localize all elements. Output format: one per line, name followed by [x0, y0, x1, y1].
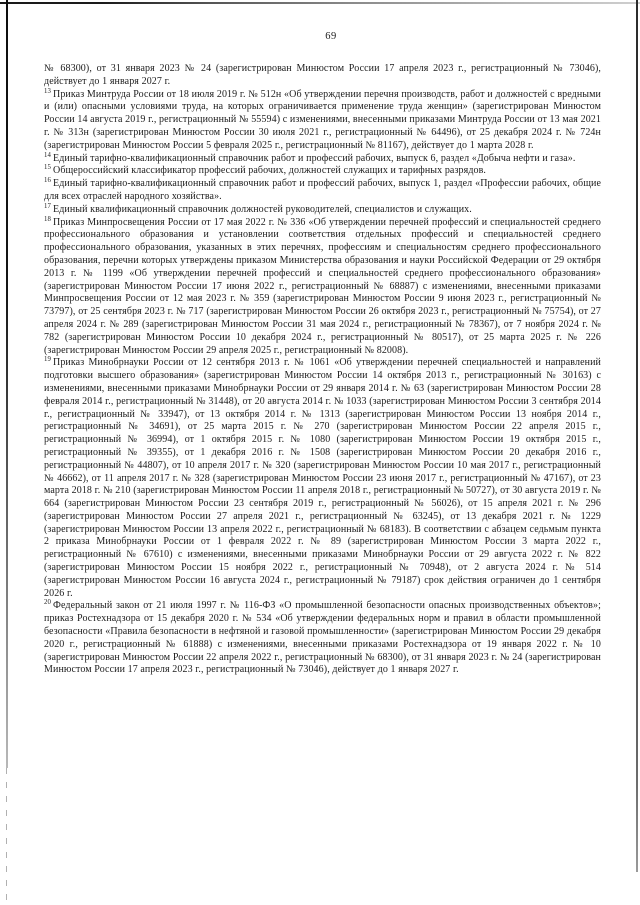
page-number: 69: [325, 31, 337, 42]
continued-paragraph: [44, 63, 601, 89]
footnote-text: Приказ Минтруда России от 18 июля 2019 г. № 512н «Об утверждении перечня производств, работ и должностей с вредными и (или) опасными условиями труда, на которых ограничивается применение труда женщин» (зарегистрирован Минюстом России 14 августа 2019 г., регистрационный № 55594) с изменениями, внесенными приказами Минтруда России от 13 мая 2021 г. № 313н (зарегистрирован Минюстом России 30 июля 2021 г., регистрационный № 64496), от 25 декабря 2024 г. № 724н (зарегистрирован Минюстом России 5 февраля 2025 г., регистрационный № 81167), действует до 1 марта 2028 г.: [44, 88, 601, 151]
footnote-marker: 13: [44, 87, 51, 95]
footnote-marker: 17: [44, 202, 51, 210]
footnote-paragraph: [44, 357, 601, 600]
footnote-text: Единый квалификационный справочник должностей руководителей, специалистов и служащих.: [53, 203, 472, 215]
footnote-text: Приказ Минпросвещения России от 17 мая 2022 г. № 336 «Об утверждении перечней профессий и специальностей среднего профессионального образования и установлении соответствия отдельных профессий и специальностей среднего профессионального образования, указанных в этих перечнях, профессиям и специальностям среднего профессионального образования, перечни которых утверждены приказом Министерства образования и науки Российской Федерации от 29 октября 2013 г. № 1199 «Об утверждении перечней профессий и специальностей среднего профессионального образования» (зарегистрирован Минюстом России 17 июня 2022 г., регистрационный № 68887) с изменениями, внесенными приказами Минпросвещения России от 12 мая 2023 г. № 359 (зарегистрирован Минюстом России 9 июня 2023 г., регистрационный № 73797), от 25 сентября 2023 г. № 717 (зарегистрирован Минюстом России 26 октября 2023 г., регистрационный № 75754), от 27 апреля 2024 г. № 289 (зарегистрирован Минюстом России 31 мая 2024 г., регистрационный № 78367), от 7 ноября 2024 г. № 782 (зарегистрирован Минюстом России 10 декабря 2024 г., регистрационный № 80517), от 25 марта 2025 г. № 226 (зарегистрирован Минюстом России 29 апреля 2025 г., регистрационный № 82008).: [44, 216, 601, 356]
footnote-marker: 15: [44, 164, 51, 172]
scan-edge-right: [636, 0, 638, 872]
footnote-paragraph: [44, 89, 601, 153]
scan-edge-left-tail: [6, 768, 7, 905]
footnote-text: Единый тарифно-квалификационный справочник работ и профессий рабочих, выпуск 6, раздел «Добыча нефти и газа».: [53, 152, 576, 164]
footnote-marker: 20: [44, 599, 51, 607]
footnote-paragraph: [44, 204, 601, 217]
footnote-paragraph: [44, 178, 601, 204]
footnotes-block: [44, 63, 601, 677]
footnote-text: Приказ Минобрнауки России от 12 сентября 2013 г. № 1061 «Об утверждении перечней специальностей и направлений подготовки высшего образования» (зарегистрирован Минюстом России 14 октября 2013 г., регистрационный № 30163) с изменениями, внесенными приказами Минобрнауки России от 29 января 2014 г. № 63 (зарегистрирован Минюстом России 28 февраля 2014 г., регистрационный № 31448), от 20 августа 2014 г. № 1033 (зарегистрирован Минюстом России 3 сентября 2014 г., регистрационный № 33947), от 13 октября 2014 г. № 1313 (зарегистрирован Минюстом России 13 ноября 2014 г., регистрационный № 34691), от 25 марта 2015 г. № 270 (зарегистрирован Минюстом России 22 апреля 2015 г., регистрационный № 36994), от 1 октября 2015 г. № 1080 (зарегистрирован Минюстом России 19 октября 2015 г., регистрационный № 39355), от 1 декабря 2016 г. № 1508 (зарегистрирован Минюстом России 20 декабря 2016 г., регистрационный № 44807), от 10 апреля 2017 г. № 320 (зарегистрирован Минюстом России 10 мая 2017 г., регистрационный № 46662), от 11 апреля 2017 г. № 328 (зарегистрирован Минюстом России 23 июня 2017 г., регистрационный № 47167), от 23 марта 2018 г. № 210 (зарегистрирован Минюстом России 11 апреля 2018 г., регистрационный № 50727), от 30 августа 2019 г. № 664 (зарегистрирован Минюстом России 23 сентября 2019 г., регистрационный № 56026), от 15 апреля 2021 г. № 296 (зарегистрирован Минюстом России 27 апреля 2021 г., регистрационный № 63245), от 13 декабря 2021 г. № 1229 (зарегистрирован Минюстом России 13 апреля 2022 г., регистрационный № 68183). В соответствии с абзацем седьмым пункта 2 приказа Минобрнауки России от 1 февраля 2022 г. № 89 (зарегистрирован Минюстом России 3 марта 2022 г., регистрационный № 67610) с изменениями, внесенными приказами Минобрнауки России от 29 августа 2022 г. № 822 (зарегистрирован Минюстом России 15 ноября 2022 г., регистрационный № 70948), от 2 августа 2024 г. № 514 (зарегистрирован Минюстом России 16 августа 2024 г., регистрационный № 79187) срок действия ограничен до 1 сентября 2026 г.: [44, 357, 601, 599]
footnote-text: Федеральный закон от 21 июля 1997 г. № 116-ФЗ «О промышленной безопасности опасных производственных объектов»; приказ Ростехнадзора от 15 декабря 2020 г. № 534 «Об утверждении федеральных норм и правил в области промышленной безопасности «Правила безопасности в нефтяной и газовой промышленности» (зарегистрирован Минюстом России 29 декабря 2020 г., регистрационный № 61888) с изменениями, внесенными приказами Ростехнадзора от 19 января 2022 г. № 10 (зарегистрирован Минюстом России 22 апреля 2022 г., регистрационный № 68300), от 31 января 2023 г. № 24 (зарегистрирован Минюстом России 17 апреля 2023 г., регистрационный № 73046), действует до 1 января 2027 г.: [44, 600, 601, 676]
footnote-marker: 18: [44, 215, 51, 223]
footnote-text: № 68300), от 31 января 2023 № 24 (зарегистрирован Минюстом России 17 апреля 2023 г., регистрационный № 73046), действует до 1 января 2027 г.: [44, 63, 601, 87]
footnote-paragraph: [44, 153, 601, 166]
footnote-marker: 14: [44, 151, 51, 159]
footnote-text: Единый тарифно-квалификационный справочник работ и профессий рабочих, выпуск 1, раздел «Профессии рабочих, общие для всех отраслей народного хозяйства».: [44, 178, 601, 202]
footnote-paragraph: [44, 600, 601, 677]
footnote-text: Общероссийский классификатор профессий рабочих, должностей служащих и тарифных разрядов.: [53, 165, 487, 177]
footnote-marker: 19: [44, 356, 51, 364]
footnote-paragraph: [44, 165, 601, 178]
scan-edge-left: [6, 0, 8, 768]
footnote-paragraph: [44, 217, 601, 358]
scan-edge-top: [0, 2, 640, 4]
footnote-marker: 16: [44, 177, 51, 185]
